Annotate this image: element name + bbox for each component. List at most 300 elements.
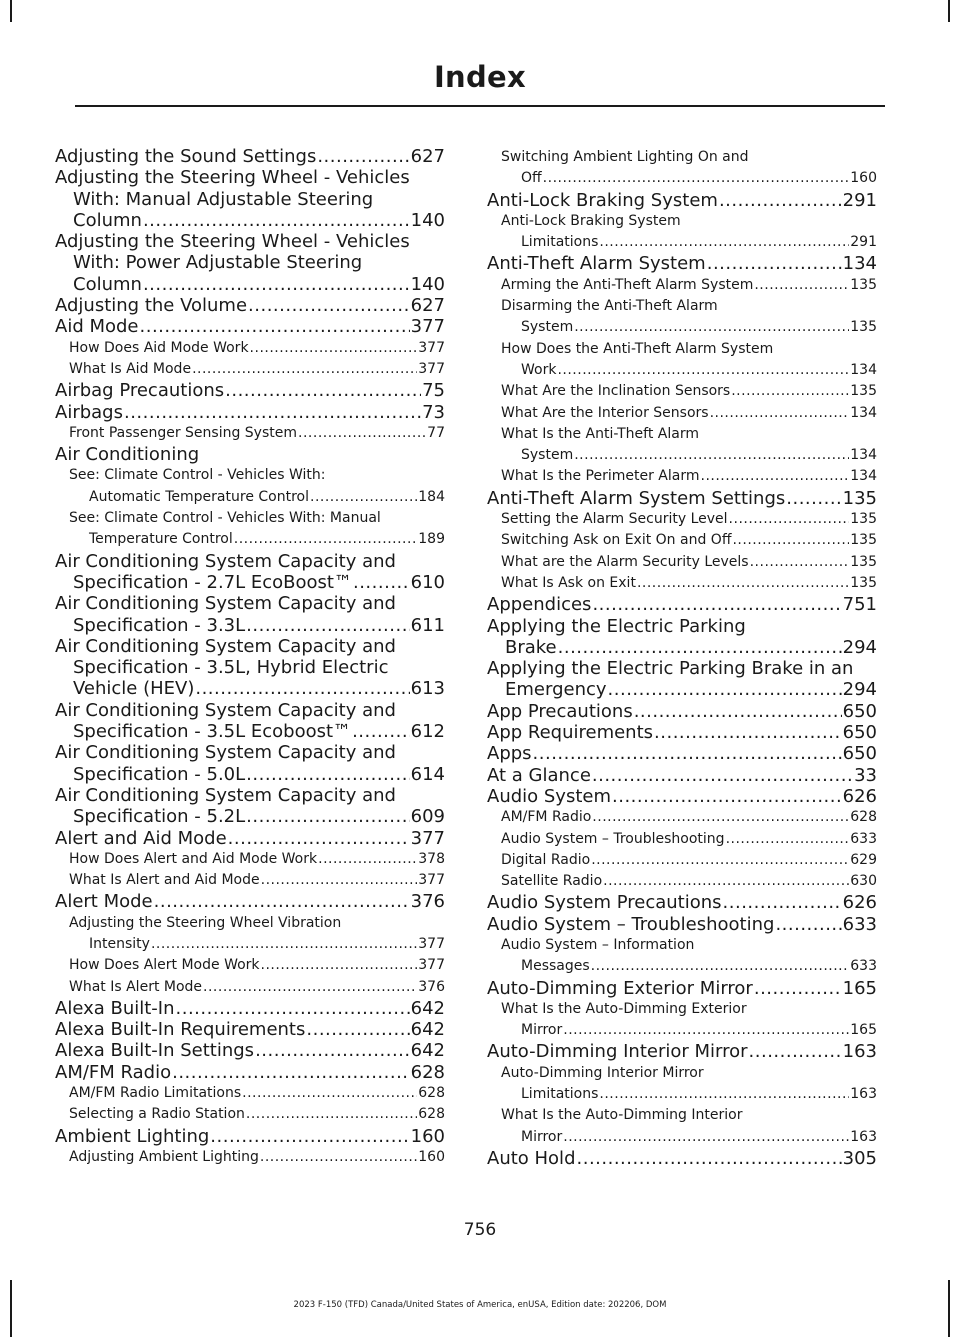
index-entry [55,828,445,849]
index-page-number: 642 [410,1040,445,1062]
index-page-number: 377 [418,360,445,377]
index-entry-text: With: Manual Adjustable Steering [73,188,374,210]
index-subentry [487,211,877,254]
index-entry-text: Messages [521,958,590,975]
index-page-number: 628 [418,1085,445,1102]
index-page-number: 135 [850,574,877,591]
footer-edition-info: 2023 F-150 (TFD) Canada/United States of America, enUSA, Edition date: 202206, DOM [293,1300,667,1310]
index-entry-text: Applying the Electric Parking [487,615,746,637]
index-page-number: 165 [850,1022,877,1039]
dot-leader [261,955,418,976]
index-page-number: 73 [422,401,445,423]
index-page-number: 633 [850,830,877,847]
index-entry-text: Auto-Dimming Interior Mirror [501,1064,704,1081]
index-entry-text: Anti-Theft Alarm System [487,253,706,275]
index-entry [487,743,877,764]
index-entry-text: Adjusting the Steering Wheel - Vehicles [55,167,410,189]
dot-leader [731,381,849,402]
index-subentry [487,403,877,424]
index-entry [487,658,877,701]
index-entry-text: Adjusting the Steering Wheel - Vehicles [55,231,410,253]
index-entry-text: Applying the Electric Parking Brake in an [487,658,854,680]
index-page-number: 628 [418,1106,445,1123]
index-entry-text: Audio System [487,785,612,807]
index-page-number: 377 [418,339,445,356]
index-page-number: 294 [842,679,877,701]
index-entry-text: Air Conditioning System Capacity and [55,635,396,657]
dot-leader [248,295,410,316]
index-entry-text: System [521,319,574,336]
crop-mark-top-left [10,0,12,22]
index-entry-text: Off [521,170,542,187]
index-subentry [55,977,445,998]
dot-leader [591,956,850,977]
index-entry-text: Satellite Radio [501,873,603,890]
index-entry-text: Selecting a Radio Station [69,1106,245,1123]
index-entry [487,594,877,615]
dot-leader [353,572,410,593]
dot-leader [151,934,417,955]
index-entry-text: Setting the Alarm Security Level [501,511,728,528]
index-entry-text: What Is the Auto-Dimming Exterior [501,1000,747,1017]
index-entry-text: What Is Ask on Exit [501,574,636,591]
index-page-number: 165 [842,977,877,999]
dot-leader [750,552,850,573]
index-entry [55,295,445,316]
index-entry [55,551,445,594]
index-page-number: 630 [850,873,877,890]
index-entry-text: Adjusting the Steering Wheel Vibration [69,914,342,931]
index-entry [55,891,445,912]
index-entry-text: Column [73,209,142,231]
index-entry-text: What are the Alarm Security Levels [501,553,749,570]
index-subentry [55,423,445,444]
dot-leader [298,423,426,444]
index-entry-text: Disarming the Anti-Theft Alarm [501,298,718,315]
index-page-number: 135 [850,319,877,336]
index-entry-text: Audio System – Troubleshooting [487,913,775,935]
index-entry [55,742,445,785]
index-entry-text: Alert Mode [55,891,153,913]
index-entry-text: Emergency [505,679,607,701]
dot-leader [195,678,409,699]
index-page-number: 291 [842,189,877,211]
index-page-number: 642 [410,997,445,1019]
index-entry-text: Vehicle (HEV) [73,678,195,700]
index-subentry [487,999,877,1042]
index-entry-text: How Does the Anti-Theft Alarm System [501,340,774,357]
index-subentry [487,381,877,402]
index-page-number: 627 [410,146,445,167]
index-page-number: 626 [842,892,877,914]
index-entry-text: Airbags [55,401,123,423]
index-entry-text: Specification - 2.7L EcoBoost™ [73,571,352,593]
index-entry [55,231,445,295]
index-subentry [487,829,877,850]
index-entry-text: What Is Alert and Aid Mode [69,872,260,889]
index-entry [55,1062,445,1083]
index-entry-text: What Is Alert Mode [69,978,203,995]
index-subentry [55,955,445,976]
index-subentry [55,1104,445,1125]
index-subentry [55,849,445,870]
index-entry-text: Arming the Anti-Theft Alarm System [501,276,754,293]
dot-leader [533,743,842,764]
dot-leader [599,232,849,253]
index-subentry [487,296,877,339]
index-entry-text: At a Glance [487,764,591,786]
index-entry [55,167,445,231]
index-entry [487,1148,877,1169]
dot-leader [543,168,850,189]
index-entry-text: Specification - 3.3L [73,614,246,636]
dot-leader [723,892,842,913]
index-page-number: 135 [850,383,877,400]
index-subentry [487,147,877,190]
index-entry-text: Brake [505,636,557,658]
index-subentry [55,465,445,508]
index-entry [487,786,877,807]
index-subentry [55,1083,445,1104]
dot-leader [260,1147,417,1168]
dot-leader [729,509,850,530]
index-entry-text: How Does Alert Mode Work [69,957,260,974]
index-page-number: 134 [850,447,877,464]
dot-leader [172,1062,410,1083]
index-entry [487,1041,877,1062]
index-page-number: 650 [842,700,877,722]
index-entry-text: What Is Aid Mode [69,360,192,377]
index-entry-text: Ambient Lighting [55,1125,210,1147]
page-title: Index [433,60,527,94]
dot-leader [557,360,849,381]
dot-leader [250,338,418,359]
index-page-number: 378 [418,850,445,867]
dot-leader [707,253,842,274]
index-entry [487,701,877,722]
dot-leader [255,1040,410,1061]
dot-leader [608,679,842,700]
index-page-number: 376 [410,891,445,913]
header-rule [75,105,885,107]
index-page-number: 305 [842,1147,877,1169]
index-page-number: 629 [850,851,877,868]
index-entry [487,978,877,999]
index-entry-text: Air Conditioning System Capacity and [55,593,396,615]
dot-leader [574,445,849,466]
dot-leader [246,1104,417,1125]
index-entry-text: Audio System – Troubleshooting [501,830,725,847]
index-page-number: 134 [842,253,877,275]
index-entry-text: Air Conditioning [55,444,200,466]
index-page-number: 609 [410,806,445,828]
dot-leader [558,637,842,658]
index-entry-text: System [521,447,574,464]
index-entry-text: With: Power Adjustable Steering [73,252,363,274]
index-page-number: 614 [410,763,445,785]
index-entry-text: What Is the Anti-Theft Alarm [501,425,699,442]
dot-leader [710,403,850,424]
dot-leader [599,1084,849,1105]
index-page-number: 642 [410,1019,445,1041]
index-entry [487,722,877,743]
index-page-number: 377 [410,316,445,338]
index-entry-text: Aid Mode [55,316,139,338]
page-number: 756 [463,1220,497,1240]
dot-leader [306,1019,409,1040]
index-entry-text: Auto-Dimming Exterior Mirror [487,977,753,999]
index-page-number: 633 [850,958,877,975]
index-entry-text: Specification - 3.5L Ecoboost™ [73,721,352,743]
index-subentry [487,935,877,978]
index-page-number: 135 [850,276,877,293]
index-subentry [487,850,877,871]
dot-leader [176,998,410,1019]
dot-leader [577,1148,842,1169]
index-entry-text: Anti-Theft Alarm System Settings [487,487,786,509]
index-entry-text: Work [521,361,557,378]
index-entry [55,593,445,636]
index-page-number: 135 [850,553,877,570]
index-page-number: 135 [842,487,877,509]
index-entry-text: Specification - 3.5L, Hybrid Electric [73,657,389,679]
index-entry-text: Specification - 5.0L [73,763,246,785]
index-entry-text: AM/FM Radio Limitations [69,1085,242,1102]
crop-mark-top-right [948,0,950,22]
index-entry-text: Digital Radio [501,851,591,868]
dot-leader [592,807,849,828]
dot-leader [634,701,842,722]
index-entry [55,402,445,423]
index-page-number: 628 [410,1061,445,1083]
index-column-left [55,146,445,1168]
index-subentry [55,338,445,359]
index-page-number: 612 [410,721,445,743]
index-page-number: 134 [850,404,877,421]
index-entry [55,998,445,1019]
index-entry-text: Mirror [521,1022,563,1039]
index-subentry [487,552,877,573]
index-entry-text: App Precautions [487,700,633,722]
index-entry [487,765,877,786]
dot-leader [786,488,841,509]
dot-leader [225,380,421,401]
index-page-number: 627 [410,295,445,317]
dot-leader [242,1083,417,1104]
index-page-number: 751 [842,594,877,616]
dot-leader [574,317,849,338]
dot-leader [732,530,849,551]
index-entry-text: How Does Aid Mode Work [69,339,249,356]
index-entry [55,636,445,700]
index-entry [487,616,877,659]
dot-leader [203,977,417,998]
index-entry-text: What Is the Auto-Dimming Interior [501,1107,743,1124]
index-page-number: 189 [418,531,445,548]
index-entry [55,444,445,465]
index-subentry [55,870,445,891]
dot-leader [154,891,410,912]
index-entry [55,1040,445,1061]
index-entry [55,1126,445,1147]
index-subentry [487,275,877,296]
index-entry-text: Audio System – Information [501,936,695,953]
index-entry-text: Appendices [487,594,592,616]
index-entry-text: What Is the Perimeter Alarm [501,468,700,485]
index-page-number: 377 [418,957,445,974]
dot-leader [318,849,417,870]
dot-leader [654,722,842,743]
dot-leader [143,274,410,295]
index-page-number: 628 [850,809,877,826]
dot-leader [592,594,841,615]
index-entry-text: Switching Ask on Exit On and Off [501,532,732,549]
dot-leader [210,1126,409,1147]
index-entry-text: Auto Hold [487,1147,576,1169]
index-entry-text: Alexa Built-In [55,997,175,1019]
index-page-number: 134 [850,361,877,378]
index-entry-text: Front Passenger Sensing System [69,424,298,441]
index-entry-text: Automatic Temperature Control [89,488,309,505]
dot-leader [726,829,850,850]
dot-leader [246,806,409,827]
index-entry-text: Air Conditioning System Capacity and [55,699,396,721]
index-entry-text: Temperature Control [89,531,233,548]
index-page-number: 650 [842,743,877,765]
index-page-number: 160 [410,1125,445,1147]
index-page-number: 140 [410,273,445,295]
index-entry-text: App Requirements [487,722,654,744]
index-subentry [55,359,445,380]
index-entry-text: See: Climate Control - Vehicles With: Manual [69,510,381,527]
index-entry-text: Air Conditioning System Capacity and [55,550,396,572]
dot-leader [749,1041,842,1062]
dot-leader [775,914,841,935]
index-entry [55,785,445,828]
index-page-number: 611 [410,614,445,636]
index-subentry [55,913,445,956]
dot-leader [701,466,850,487]
index-page-number: 291 [850,234,877,251]
index-entry-text: Adjusting Ambient Lighting [69,1148,259,1165]
index-entry-text: Column [73,273,142,295]
dot-leader [246,615,409,636]
index-subentry [487,466,877,487]
index-entry [487,488,877,509]
index-entry-text: How Does Alert and Aid Mode Work [69,850,318,867]
index-subentry [55,508,445,551]
index-entry-text: AM/FM Radio [55,1061,172,1083]
index-entry [55,380,445,401]
index-page-number: 377 [410,827,445,849]
dot-leader [234,529,418,550]
index-subentry [487,871,877,892]
index-subentry [487,339,877,382]
index-entry-text: See: Climate Control - Vehicles With: [69,467,326,484]
index-entry-text: What Are the Inclination Sensors [501,383,731,400]
index-entry-text: Auto-Dimming Interior Mirror [487,1041,748,1063]
index-entry [487,914,877,935]
index-entry-text: Adjusting the Volume [55,295,248,317]
index-entry-text: Air Conditioning System Capacity and [55,742,396,764]
index-page-number: 135 [850,532,877,549]
index-entry-text: Alert and Aid Mode [55,827,227,849]
index-page-number: 626 [842,785,877,807]
dot-leader [563,1127,849,1148]
index-entry [55,700,445,743]
index-entry-text: Specification - 5.2L [73,806,246,828]
index-page-number: 633 [842,913,877,935]
index-page-number: 163 [850,1086,877,1103]
index-entry-text: Limitations [521,234,599,251]
dot-leader [310,487,417,508]
index-entry-text: Alexa Built-In Settings [55,1040,255,1062]
dot-leader [719,190,842,211]
index-page-number: 376 [418,978,445,995]
index-entry [55,1019,445,1040]
index-subentry [55,1147,445,1168]
dot-leader [591,850,849,871]
index-entry-text: Alexa Built-In Requirements [55,1019,306,1041]
dot-leader [317,146,409,167]
index-subentry [487,1063,877,1106]
index-subentry [487,807,877,828]
index-page-number: 163 [842,1041,877,1063]
index-entry [55,316,445,337]
index-entry-text: Airbag Precautions [55,380,225,402]
dot-leader [352,721,410,742]
index-entry-text: Intensity [89,935,150,952]
dot-leader [754,275,849,296]
index-entry-text: Audio System Precautions [487,892,722,914]
index-page-number: 33 [854,764,877,786]
index-page-number: 610 [410,571,445,593]
index-entry-text: Limitations [521,1086,599,1103]
index-entry-text: Apps [487,743,532,765]
dot-leader [563,1020,849,1041]
index-page-number: 163 [850,1128,877,1145]
index-entry-text: Air Conditioning System Capacity and [55,784,396,806]
index-page-number: 294 [842,636,877,658]
index-entry-text: Adjusting the Sound Settings [55,146,317,167]
dot-leader [637,573,849,594]
index-page-number: 134 [850,468,877,485]
dot-leader [140,316,410,337]
index-entry-text: Switching Ambient Lighting On and [501,149,749,165]
index-entry [487,892,877,913]
dot-leader [612,786,842,807]
index-page-number: 160 [418,1148,445,1165]
dot-leader [192,359,417,380]
dot-leader [261,870,418,891]
index-entry [487,190,877,211]
index-page-number: 377 [418,872,445,889]
index-page-number: 160 [850,170,877,187]
index-entry-text: AM/FM Radio [501,809,592,826]
dot-leader [246,764,409,785]
index-page-number: 140 [410,209,445,231]
index-entry-text: Mirror [521,1128,563,1145]
dot-leader [603,871,849,892]
index-entry-text: Anti-Lock Braking System [501,212,681,229]
index-page-number: 613 [410,678,445,700]
dot-leader [592,765,853,786]
index-entry [487,253,877,274]
index-subentry [487,530,877,551]
index-entry [55,146,445,167]
index-entry-text: What Are the Interior Sensors [501,404,709,421]
index-page-number: 77 [427,424,445,441]
